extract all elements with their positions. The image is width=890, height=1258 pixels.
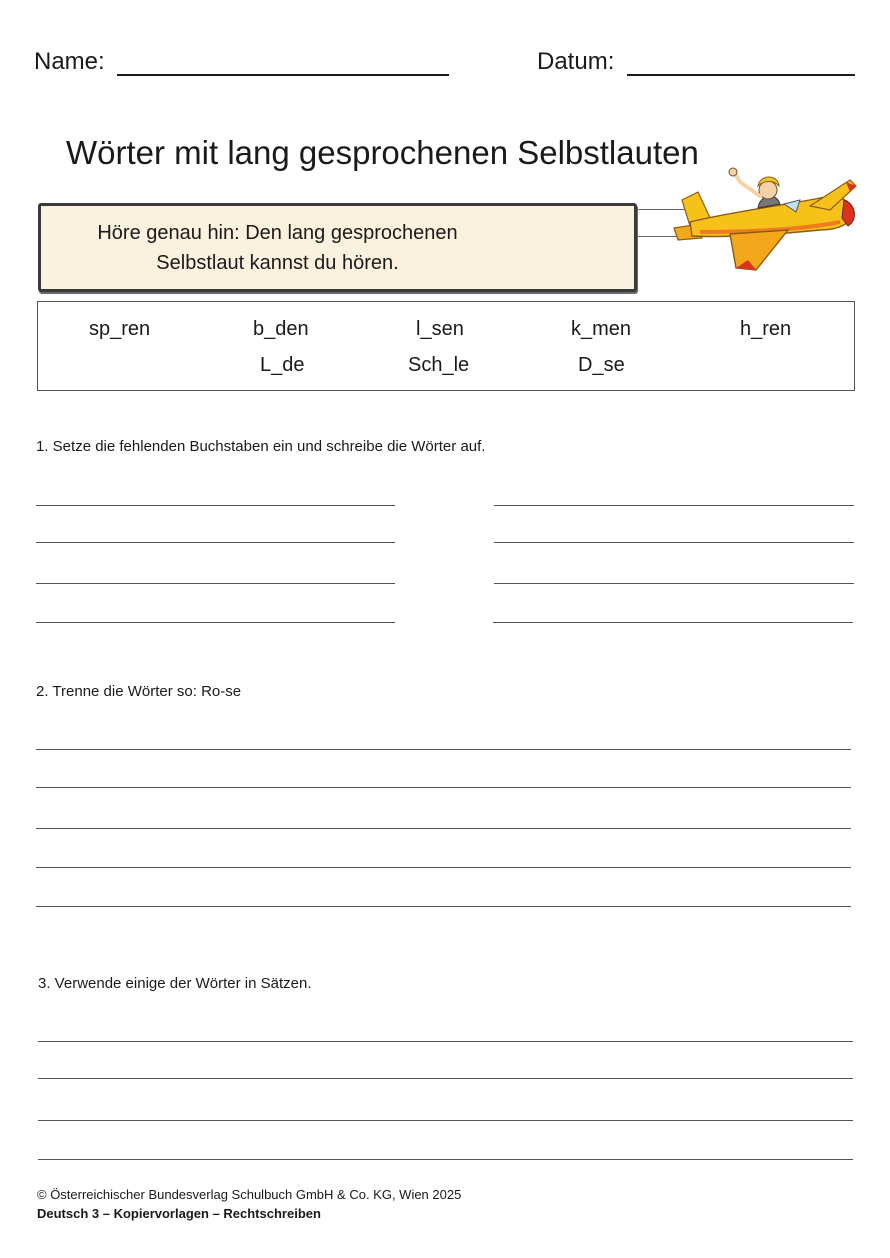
word-item: D_se bbox=[578, 354, 625, 376]
writing-line[interactable] bbox=[36, 505, 395, 506]
writing-line[interactable] bbox=[36, 542, 395, 543]
hint-text bbox=[41, 218, 634, 278]
word-item: b_den bbox=[253, 318, 309, 340]
series-label: Deutsch 3 – Kopiervorlagen – Rechtschreiben bbox=[37, 1206, 321, 1221]
date-label: Datum: bbox=[537, 48, 615, 75]
word-item: Sch_le bbox=[408, 354, 470, 376]
hint-line-1: Höre genau hin: Den lang gesprochenen bbox=[97, 222, 458, 244]
word-item: sp_ren bbox=[89, 318, 151, 340]
writing-line[interactable] bbox=[38, 1120, 853, 1121]
writing-line[interactable] bbox=[36, 906, 851, 907]
copyright-notice: © Österreichischer Bundesverlag Schulbuch GmbH & Co. KG, Wien 2025 bbox=[37, 1187, 462, 1202]
writing-line[interactable] bbox=[36, 867, 851, 868]
writing-line[interactable] bbox=[38, 1159, 853, 1160]
hint-line-2: Selbstlaut kannst du hören. bbox=[156, 252, 399, 274]
word-item: h_ren bbox=[740, 318, 792, 340]
word-item: l_sen bbox=[416, 318, 464, 340]
date-input-line[interactable] bbox=[627, 74, 855, 76]
page-title: Wörter mit lang gesprochenen Selbstlauten bbox=[66, 134, 699, 171]
writing-line[interactable] bbox=[494, 583, 854, 584]
task-1-instruction: 1. Setze die fehlenden Buchstaben ein und schreibe die Wörter auf. bbox=[36, 438, 486, 455]
writing-line[interactable] bbox=[36, 622, 395, 623]
writing-line[interactable] bbox=[494, 542, 854, 543]
writing-line[interactable] bbox=[36, 749, 851, 750]
word-item: L_de bbox=[260, 354, 305, 376]
writing-line[interactable] bbox=[38, 1078, 853, 1079]
word-box bbox=[37, 301, 855, 391]
name-label: Name: bbox=[34, 48, 105, 75]
writing-line[interactable] bbox=[36, 787, 851, 788]
word-item: k_men bbox=[571, 318, 632, 340]
writing-line[interactable] bbox=[36, 583, 395, 584]
task-2-instruction: 2. Trenne die Wörter so: Ro-se bbox=[36, 683, 242, 700]
hint-banner bbox=[38, 203, 637, 292]
writing-line[interactable] bbox=[38, 1041, 853, 1042]
task-3-instruction: 3. Verwende einige der Wörter in Sätzen. bbox=[38, 975, 312, 992]
name-input-line[interactable] bbox=[117, 74, 449, 76]
airplane-with-child-icon bbox=[660, 160, 860, 280]
writing-line[interactable] bbox=[493, 622, 853, 623]
writing-line[interactable] bbox=[494, 505, 854, 506]
writing-line[interactable] bbox=[36, 828, 851, 829]
